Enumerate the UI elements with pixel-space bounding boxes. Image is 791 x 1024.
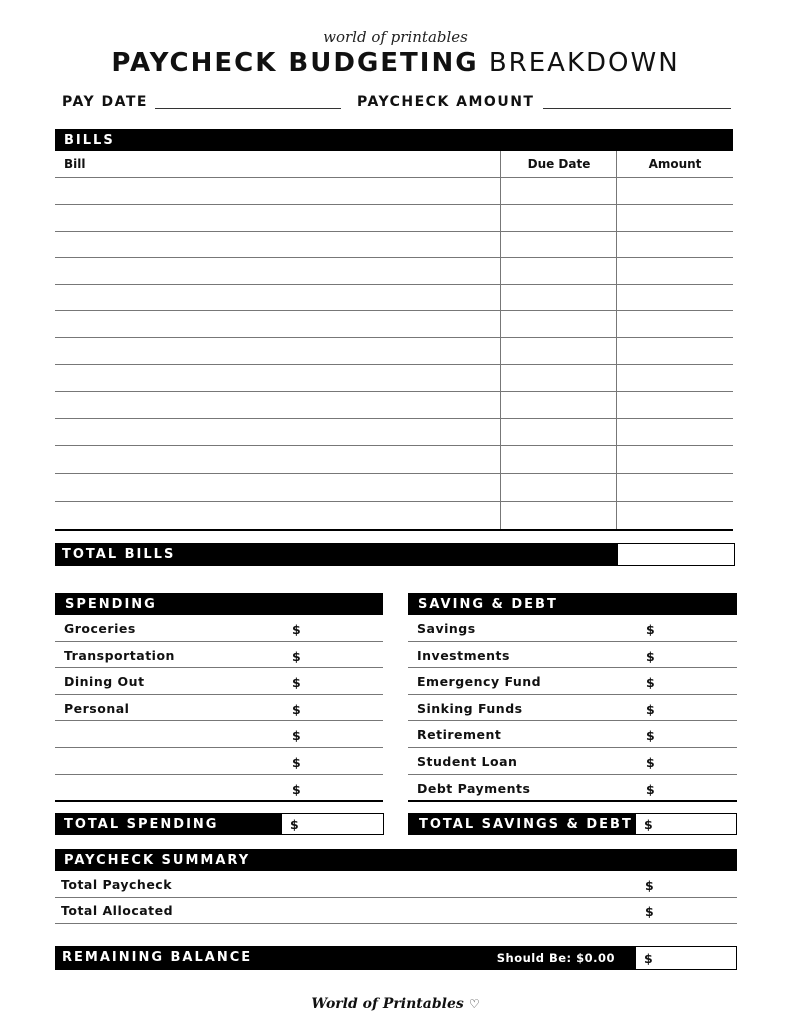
total-bills-bar [55, 543, 617, 566]
saving-row[interactable] [408, 695, 737, 722]
total-bills-box[interactable] [617, 543, 735, 566]
saving-item-dollar: $ [646, 675, 655, 691]
spending-title: SPENDING [65, 597, 157, 612]
saving-header-bar [408, 593, 737, 615]
saving-row[interactable] [408, 748, 737, 775]
total-paycheck-dollar: $ [645, 878, 654, 893]
summary-header-bar [55, 849, 737, 871]
spending-row[interactable] [55, 642, 383, 669]
total-paycheck-label: Total Paycheck [61, 877, 173, 892]
bill-row-line[interactable] [55, 445, 733, 446]
spending-row[interactable] [55, 615, 383, 642]
bills-header-bar [55, 129, 733, 151]
bill-row-line[interactable] [55, 310, 733, 311]
saving-row[interactable] [408, 615, 737, 642]
page-title [0, 48, 791, 78]
spending-item-label: Groceries [64, 621, 136, 636]
saving-item-label: Retirement [417, 727, 502, 743]
remaining-label: REMAINING BALANCE [62, 950, 253, 965]
total-spending-bar [55, 813, 281, 835]
saving-item-label: Debt Payments [417, 780, 531, 796]
bills-col-bill: Bill [64, 157, 86, 171]
spending-item-dollar: $ [292, 755, 301, 770]
bill-row-line[interactable] [55, 337, 733, 338]
total-allocated-dollar: $ [645, 904, 654, 919]
total-savings-dollar: $ [644, 817, 653, 832]
spending-item-dollar: $ [292, 675, 301, 691]
bills-title: BILLS [64, 133, 115, 148]
spending-item-dollar: $ [292, 781, 301, 797]
saving-item-label: Sinking Funds [417, 700, 523, 716]
saving-row[interactable] [408, 721, 737, 748]
total-savings-label: TOTAL SAVINGS & DEBT [419, 817, 633, 832]
bill-row-line[interactable] [55, 231, 733, 232]
bill-row-line[interactable] [55, 204, 733, 205]
total-spending-label: TOTAL SPENDING [64, 817, 219, 832]
summary-rule-1 [55, 897, 737, 898]
saving-item-dollar: $ [646, 701, 655, 717]
summary-rule-2 [55, 923, 737, 924]
saving-item-dollar: $ [646, 648, 655, 664]
bill-row-line[interactable] [55, 473, 733, 474]
bill-row-line[interactable] [55, 418, 733, 419]
saving-item-dollar: $ [646, 728, 655, 744]
heart-icon: ♡ [468, 997, 480, 1011]
paycheck-amount-field[interactable] [543, 108, 731, 109]
remaining-bar [55, 946, 635, 970]
bills-col-amount: Amount [648, 157, 702, 171]
saving-item-dollar: $ [646, 781, 655, 797]
saving-title: SAVING & DEBT [418, 597, 558, 612]
total-bills-label: TOTAL BILLS [62, 547, 176, 562]
spending-item-dollar: $ [292, 728, 301, 744]
total-spending-box[interactable] [281, 813, 384, 835]
bill-row-line[interactable] [55, 257, 733, 258]
spending-item-dollar: $ [292, 648, 301, 664]
spending-header-bar [55, 593, 383, 615]
total-savings-box[interactable] [635, 813, 737, 835]
spending-row[interactable] [55, 721, 383, 748]
spending-bottom-rule [55, 800, 383, 802]
bill-row-line[interactable] [55, 284, 733, 285]
paycheck-amount-label: PAYCHECK AMOUNT [357, 94, 535, 110]
total-savings-bar [408, 813, 635, 835]
brand-script: world of printables [323, 28, 468, 46]
saving-item-label: Savings [417, 621, 476, 636]
pay-date-label: PAY DATE [62, 94, 148, 110]
saving-row[interactable] [408, 668, 737, 695]
summary-title: PAYCHECK SUMMARY [64, 853, 251, 868]
saving-item-dollar: $ [646, 622, 655, 637]
pay-date-field[interactable] [155, 108, 341, 109]
saving-row[interactable] [408, 642, 737, 669]
spending-row[interactable] [55, 775, 383, 802]
spending-item-dollar: $ [292, 622, 301, 637]
spending-row[interactable] [55, 695, 383, 722]
bills-bottom-rule [55, 529, 733, 531]
bill-row-line[interactable] [55, 501, 733, 502]
bills-col-due: Due Date [527, 157, 591, 171]
total-allocated-label: Total Allocated [61, 903, 174, 918]
saving-bottom-rule [408, 800, 737, 802]
bill-row-line[interactable] [55, 391, 733, 392]
footer-logo-text: World of Printables [311, 996, 464, 1012]
title-bold: PAYCHECK BUDGETING [111, 48, 479, 78]
title-light: BREAKDOWN [488, 48, 680, 78]
spending-row[interactable] [55, 668, 383, 695]
remaining-dollar: $ [644, 951, 653, 966]
spending-item-label: Transportation [64, 647, 175, 663]
spending-row[interactable] [55, 748, 383, 775]
saving-item-label: Emergency Fund [417, 674, 542, 690]
saving-item-label: Investments [417, 647, 510, 663]
total-spending-dollar: $ [290, 817, 299, 832]
footer-logo [0, 993, 791, 1012]
should-be-text: Should Be: $0.00 [496, 951, 615, 965]
spending-item-label: Dining Out [64, 674, 145, 690]
saving-item-label: Student Loan [417, 754, 518, 769]
bill-row-line[interactable] [55, 177, 733, 178]
spending-item-dollar: $ [292, 701, 301, 717]
spending-item-label: Personal [64, 700, 130, 716]
bill-row-line[interactable] [55, 364, 733, 365]
saving-row[interactable] [408, 775, 737, 802]
saving-item-dollar: $ [646, 755, 655, 770]
remaining-box[interactable] [635, 946, 737, 970]
